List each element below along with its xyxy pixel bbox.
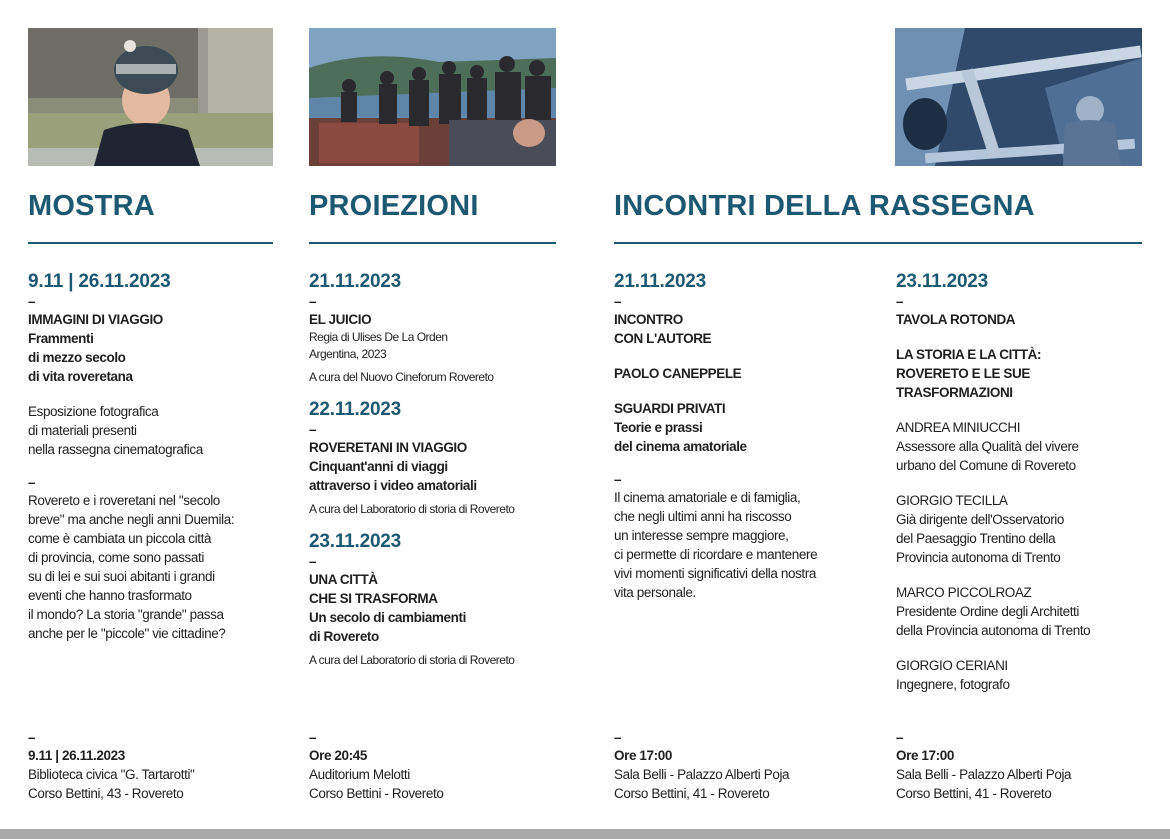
speaker-name: GIORGIO CERIANI xyxy=(896,658,1008,673)
dash-separator: – xyxy=(896,730,904,745)
description-line: di materiali presenti xyxy=(28,423,137,438)
title-line: IMMAGINI DI VIAGGIO xyxy=(28,312,163,327)
dash-separator: – xyxy=(309,422,317,437)
speaker xyxy=(896,583,1156,640)
screening-event xyxy=(309,270,569,386)
column-mostra xyxy=(28,270,288,643)
body-line: su di lei e sui suoi abitanti i grandi xyxy=(28,569,215,584)
dash-separator: – xyxy=(614,294,622,309)
body-line: Il cinema amatoriale e di famiglia, xyxy=(614,490,801,505)
footer-place: Sala Belli - Palazzo Alberti Poja xyxy=(614,767,790,782)
speaker-name: GIORGIO TECILLA xyxy=(896,493,1008,508)
film-title: EL JUICIO xyxy=(309,312,372,327)
body-line: un interesse sempre maggiore, xyxy=(614,528,789,543)
speaker-name: ANDREA MINIUCCHI xyxy=(896,420,1021,435)
footer-when: 9.11 | 26.11.2023 xyxy=(28,748,125,763)
credit-line: A cura del Laboratorio di storia di Rovereto xyxy=(309,502,515,516)
bottom-bar xyxy=(0,829,1170,839)
film-title: Un secolo di cambiamenti xyxy=(309,610,466,625)
title-line: di mezzo secolo xyxy=(28,350,126,365)
author-name: PAOLO CANEPPELE xyxy=(614,366,742,381)
speaker xyxy=(896,491,1156,567)
body-line: Rovereto e i roveretani nel "secolo xyxy=(28,493,220,508)
film-detail: Regia di Ulises De La Orden xyxy=(309,330,448,344)
body-line: ci permette di ricordare e mantenere xyxy=(614,547,818,562)
description-line: Esposizione fotografica xyxy=(28,404,159,419)
film-detail: Argentina, 2023 xyxy=(309,347,387,361)
footer-address: Corso Bettini - Rovereto xyxy=(309,786,444,801)
film-title: di Rovereto xyxy=(309,629,379,644)
body-line: che negli ultimi anni ha riscosso xyxy=(614,509,792,524)
divider-mostra xyxy=(28,242,273,244)
credit-line: A cura del Nuovo Cineforum Rovereto xyxy=(309,370,494,384)
speaker xyxy=(896,418,1156,475)
body-line: vivi momenti significativi della nostra xyxy=(614,566,816,581)
heading-proiezioni: PROIEZIONI xyxy=(309,190,479,222)
dash-separator: – xyxy=(614,472,622,487)
dash-separator: – xyxy=(309,730,317,745)
description-line: nella rassegna cinematografica xyxy=(28,442,203,457)
film-title: UNA CITTÀ xyxy=(309,572,378,587)
event-date: 21.11.2023 xyxy=(309,271,402,292)
speaker-role: della Provincia autonoma di Trento xyxy=(896,623,1091,638)
photo-crowd xyxy=(309,28,556,166)
roundtable-subtitle: TRASFORMAZIONI xyxy=(896,385,1013,400)
exhibition-body xyxy=(28,491,288,643)
footer-when: Ore 17:00 xyxy=(896,748,954,763)
footer-place: Sala Belli - Palazzo Alberti Poja xyxy=(896,767,1072,782)
footer-incontri-right xyxy=(896,730,1156,803)
roundtable-subtitle: LA STORIA E LA CITTÀ: xyxy=(896,347,1042,362)
body-line: come è cambiata un piccola città xyxy=(28,531,212,546)
film-title: Cinquant'anni di viaggi xyxy=(309,459,448,474)
speaker-role: Già dirigente dell'Osservatorio xyxy=(896,512,1065,527)
footer-when: Ore 20:45 xyxy=(309,748,367,763)
divider-incontri xyxy=(614,242,1142,244)
book-title: del cinema amatoriale xyxy=(614,439,747,454)
speaker-role: Provincia autonoma di Trento xyxy=(896,550,1061,565)
body-line: eventi che hanno trasformato xyxy=(28,588,192,603)
heading-incontri: INCONTRI DELLA RASSEGNA xyxy=(614,190,1035,222)
footer-when: Ore 17:00 xyxy=(614,748,672,763)
column-incontri-right xyxy=(896,270,1156,694)
footer-address: Corso Bettini, 41 - Rovereto xyxy=(896,786,1052,801)
dash-separator: – xyxy=(614,730,622,745)
credit-line: A cura del Laboratorio di storia di Rovereto xyxy=(309,653,515,667)
photo-workers xyxy=(895,28,1142,166)
dash-separator: – xyxy=(896,294,904,309)
dash-separator: – xyxy=(309,554,317,569)
footer-place: Biblioteca civica "G. Tartarotti" xyxy=(28,767,195,782)
speaker-role: Presidente Ordine degli Architetti xyxy=(896,604,1080,619)
film-title: CHE SI TRASFORMA xyxy=(309,591,438,606)
event-date: 21.11.2023 xyxy=(614,271,707,292)
dash-separator: – xyxy=(28,294,36,309)
footer-place: Auditorium Melotti xyxy=(309,767,410,782)
event-date: 23.11.2023 xyxy=(896,271,989,292)
body-line: il mondo? La storia "grande" passa xyxy=(28,607,224,622)
speaker-name: MARCO PICCOLROAZ xyxy=(896,585,1032,600)
heading-mostra: MOSTRA xyxy=(28,190,155,222)
title-line: Frammenti xyxy=(28,331,94,346)
book-title: SGUARDI PRIVATI xyxy=(614,401,726,416)
speaker xyxy=(896,656,1156,694)
body-line: breve" ma anche negli anni Duemila: xyxy=(28,512,235,527)
speaker-role: urbano del Comune di Rovereto xyxy=(896,458,1076,473)
film-title: attraverso i video amatoriali xyxy=(309,478,477,493)
event-date: 9.11 | 26.11.2023 xyxy=(28,271,171,292)
exhibition-description xyxy=(28,402,288,459)
dash-separator: – xyxy=(309,294,317,309)
body-line: anche per le "piccole" vie cittadine? xyxy=(28,626,226,641)
film-title: ROVERETANI IN VIAGGIO xyxy=(309,440,467,455)
divider-proiezioni xyxy=(309,242,556,244)
title-line: di vita roveretana xyxy=(28,369,133,384)
meeting-body xyxy=(614,488,879,602)
book-title: Teorie e prassi xyxy=(614,420,703,435)
photo-child xyxy=(28,28,273,166)
meeting-title: INCONTRO xyxy=(614,312,683,327)
dash-separator: – xyxy=(28,730,36,745)
footer-incontri-left xyxy=(614,730,879,803)
meeting-title: CON L'AUTORE xyxy=(614,331,712,346)
event-date: 23.11.2023 xyxy=(309,531,402,552)
column-incontri-left xyxy=(614,270,879,602)
footer-mostra xyxy=(28,730,288,803)
body-line: vita personale. xyxy=(614,585,696,600)
footer-address: Corso Bettini, 41 - Rovereto xyxy=(614,786,770,801)
dash-separator: – xyxy=(28,475,36,490)
speaker-role: del Paesaggio Trentino della xyxy=(896,531,1056,546)
screening-event xyxy=(309,530,569,669)
footer-proiezioni xyxy=(309,730,569,803)
body-line: di provincia, come sono passati xyxy=(28,550,204,565)
footer-address: Corso Bettini, 43 - Rovereto xyxy=(28,786,184,801)
roundtable-title: TAVOLA ROTONDA xyxy=(896,312,1016,327)
speaker-role: Assessore alla Qualità del vivere xyxy=(896,439,1079,454)
event-date: 22.11.2023 xyxy=(309,399,402,420)
speaker-role: Ingegnere, fotografo xyxy=(896,677,1010,692)
screening-event xyxy=(309,398,569,518)
exhibition-title xyxy=(28,310,288,386)
roundtable-subtitle: ROVERETO E LE SUE xyxy=(896,366,1030,381)
column-proiezioni xyxy=(309,270,569,669)
